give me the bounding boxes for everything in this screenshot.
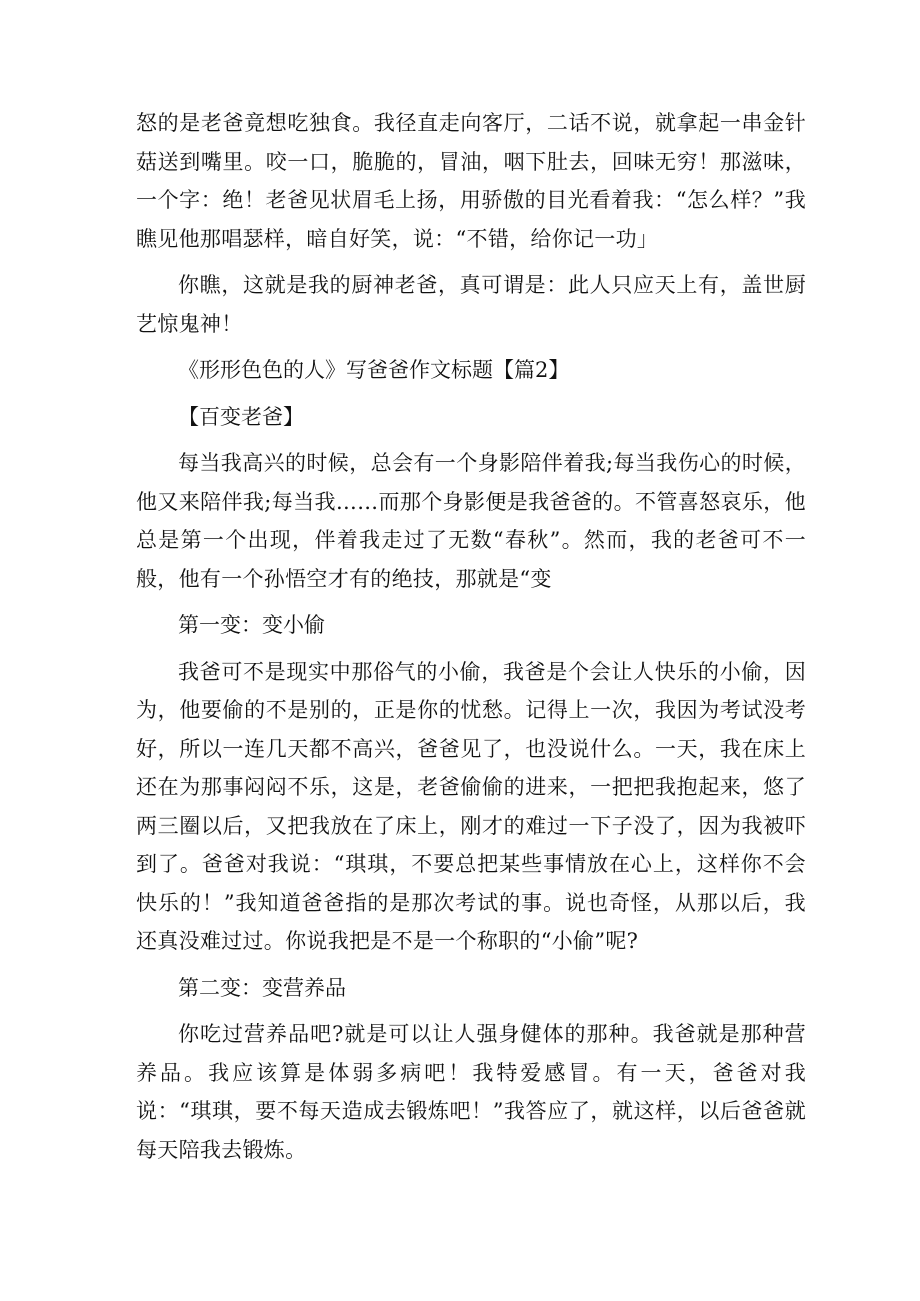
paragraph-intro: 每当我高兴的时候，总会有一个身影陪伴着我;每当我伤心的时候，他又来陪伴我;每当我……而那个身影便是我爸爸的。不管喜怒哀乐，他总是第一个出现，伴着我走过了无数“春秋”。然而，我的老爸可不一般，他有一个孙悟空才有的绝技，那就是“变 [136, 451, 806, 591]
document-body [136, 104, 806, 1177]
section-title: 《形形色色的人》写爸爸作文标题【篇2】 [178, 358, 570, 382]
paragraph-first-change: 我爸可不是现实中那俗气的小偷，我爸是个会让人快乐的小偷，因为，他要偷的不是别的，正是你的忧愁。记得上一次，我因为考试没考好，所以一连几天都不高兴，爸爸见了，也没说什么。一天，我在床上还在为那事闷闷不乐，这是，老爸偷偷的进来，一把把我抱起来，悠了两三圈以后，又把我放在了床上，刚才的难过一下子没了，因为我被吓到了。爸爸对我说：“琪琪，不要总把某些事情放在心上，这样你不会快乐的！”我知道爸爸指的是那次考试的事。说也奇怪，从那以后，我还真没难过过。你说我把是不是一个称职的“小偷”呢? [136, 659, 806, 953]
paragraph-conclusion: 你瞧，这就是我的厨神老爸，真可谓是：此人只应天上有，盖世厨艺惊鬼神！ [136, 273, 806, 336]
paragraph-second-change: 你吃过营养品吧?就是可以让人强身健体的那种。我爸就是那种营养品。我应该算是体弱多病吧！我特爱感冒。有一天，爸爸对我说：“琪琪，要不每天造成去锻炼吧！”我答应了，就这样，以后爸爸就每天陪我去锻炼。 [136, 1022, 806, 1162]
subheading-first-change: 第一变：变小偷 [178, 613, 325, 637]
essay-title: 【百变老爸】 [178, 404, 304, 429]
subheading-second-change: 第二变：变营养品 [178, 975, 346, 1000]
paragraph-continuation: 怒的是老爸竟想吃独食。我径直走向客厅，二话不说，就拿起一串金针菇送到嘴里。咬一口，脆脆的，冒油，咽下肚去，回味无穷！那滋味，一个字：绝！老爸见状眉毛上扬，用骄傲的目光看着我：“怎么样？”我瞧见他那唱瑟样，暗自好笑，说：“不错，给你记一功」 [136, 111, 806, 251]
